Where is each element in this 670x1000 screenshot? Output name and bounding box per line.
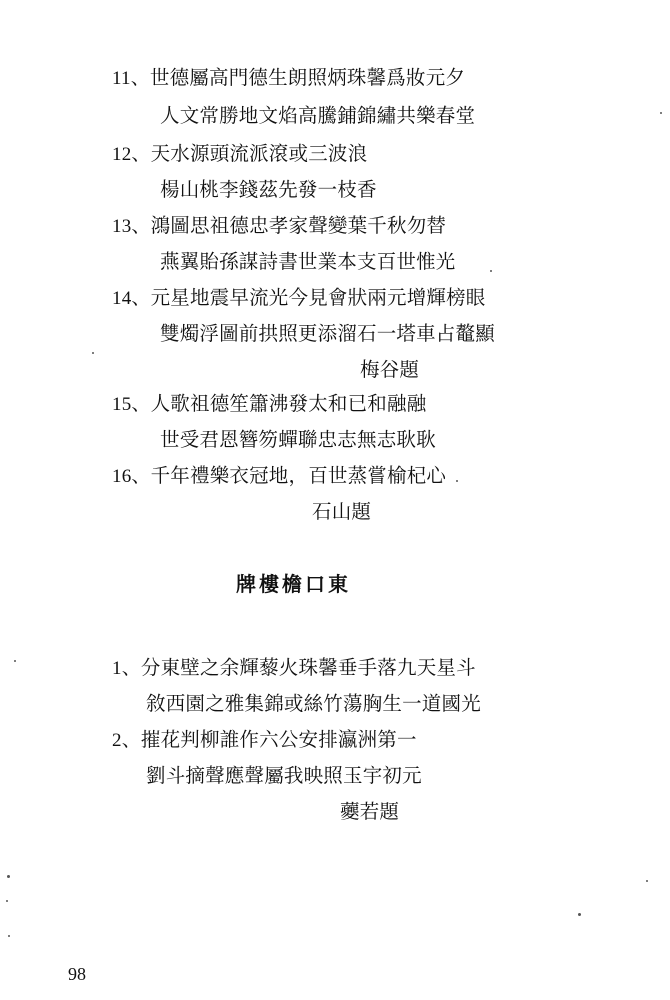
- couplet-text: 世德屬高門德生朗照炳珠馨爲妝元夕: [149, 66, 466, 89]
- couplet-14-signature: 梅谷題: [360, 358, 420, 381]
- section-title: 牌樓檐口東: [236, 572, 351, 596]
- couplet-text: 千年禮樂衣冠地，百世蒸嘗榆杞心: [150, 464, 447, 487]
- section-couplet-2-signature: 虁若題: [340, 800, 400, 823]
- couplet-11-first-line: [112, 66, 465, 91]
- couplet-12-second-line: 楊山桃李錢茲先發一枝香: [160, 178, 377, 201]
- scan-speck: [14, 660, 16, 662]
- couplet-14-first-line: [112, 286, 486, 311]
- couplet-text: 分東壁之余輝藜火珠馨垂手落九天星斗: [140, 656, 476, 679]
- section-couplet-2-second-line: 劉斗摘聲應聲屬我映照玉宇初元: [146, 764, 422, 787]
- couplet-number: 12、: [112, 144, 151, 165]
- couplet-12-first-line: [112, 142, 367, 167]
- section-couplet-1-first-line: [112, 656, 476, 681]
- couplet-16-first-line: [112, 464, 446, 489]
- couplet-text: 摧花判柳誰作六公安排瀛洲第一: [140, 728, 417, 751]
- scan-speck: [578, 913, 581, 916]
- couplet-number: 16、: [112, 466, 151, 487]
- scan-speck: [490, 270, 492, 272]
- section-couplet-2-first-line: [112, 728, 417, 753]
- couplet-text: 元星地震早流光今見會狀兩元增輝榜眼: [150, 286, 486, 309]
- couplet-text: 天水源頭流派滾或三波浪: [150, 142, 368, 165]
- couplet-15-second-line: 世受君恩簪笏蟬聯忠志無志耿耿: [160, 428, 436, 451]
- scan-speck: [6, 900, 8, 902]
- couplet-number: 13、: [112, 216, 151, 237]
- couplet-number: 14、: [112, 288, 151, 309]
- section-couplet-1-second-line: 敘西園之雅集錦或絲竹蕩胸生一道國光: [146, 692, 481, 715]
- scan-speck: [456, 480, 458, 482]
- couplet-text: 人歌祖德笙簫沸發太和已和融融: [150, 392, 427, 415]
- couplet-16-signature: 石山題: [312, 500, 372, 523]
- couplet-15-first-line: [112, 392, 426, 417]
- scan-speck: [660, 112, 662, 114]
- couplet-number: 11、: [112, 68, 150, 89]
- scan-speck: [92, 352, 94, 354]
- scan-speck: [7, 875, 10, 878]
- couplet-14-second-line: 雙燭浮圖前拱照更添溜石一塔車占鼇顯: [160, 322, 495, 345]
- scan-speck: [8, 935, 10, 937]
- scan-speck: [646, 880, 648, 882]
- couplet-11-second-line: 人文常勝地文焰高騰鋪錦繡共樂春堂: [160, 104, 476, 127]
- page-number: 98: [68, 964, 86, 984]
- couplet-number: 1、: [112, 658, 141, 679]
- couplet-text: 鴻圖思祖德忠孝家聲變葉千秋勿替: [150, 214, 447, 237]
- couplet-number: 15、: [112, 394, 151, 415]
- couplet-13-first-line: [112, 214, 446, 239]
- couplet-13-second-line: 燕翼貽孫謀詩書世業本支百世惟光: [160, 250, 456, 273]
- couplet-number: 2、: [112, 730, 141, 751]
